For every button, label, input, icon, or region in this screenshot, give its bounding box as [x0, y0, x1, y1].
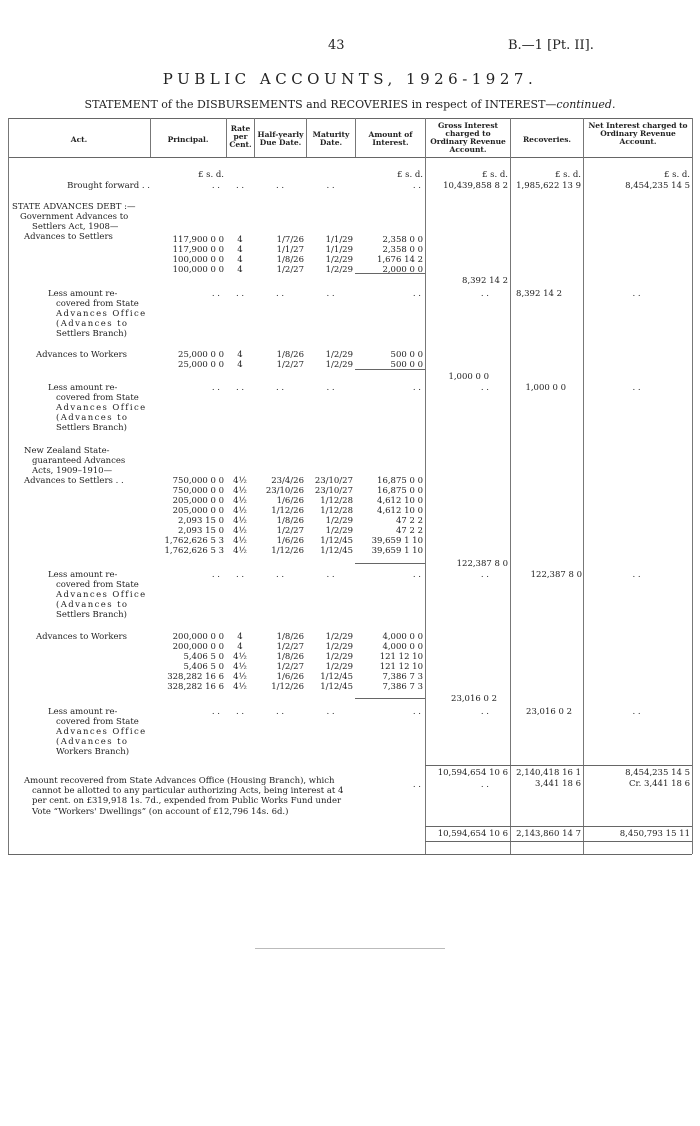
- table-cell-principal: 2,093 15 0: [178, 516, 224, 526]
- table-cell-amount: 16,875 0 0: [377, 486, 423, 496]
- page-title: PUBLIC ACCOUNTS, 1926-1927.: [162, 70, 538, 88]
- table-cell-principal: 750,000 0 0: [172, 486, 224, 496]
- table-cell-maturity: 1/1/29: [325, 245, 353, 255]
- dots: . .: [326, 570, 335, 580]
- table-cell-amount: 4,000 0 0: [382, 632, 423, 642]
- housing-recoveries: 3,441 18 6: [535, 779, 581, 789]
- table-cell-amount: 39,659 1 10: [371, 546, 423, 556]
- section-heading-line: Advances to Settlers: [24, 232, 113, 242]
- table-cell-maturity: 1/1/29: [325, 235, 353, 245]
- dots: . .: [235, 383, 245, 393]
- table-cell-principal: 200,000 0 0: [172, 642, 224, 652]
- gross-total-group1: 8,392 14 2: [462, 276, 508, 286]
- table-cell-principal: 1,762,626 5 3: [164, 546, 224, 556]
- group-label: Advances to Workers: [36, 632, 127, 642]
- totals-rule: [425, 765, 692, 766]
- dots: . .: [480, 780, 489, 790]
- less-recovered-line: Settlers Branch): [56, 423, 127, 433]
- table-cell-maturity: 1/2/29: [325, 516, 353, 526]
- table-cell-rate: 4: [237, 350, 243, 360]
- unit-recoveries: £ s. d.: [554, 170, 581, 180]
- bf-gross: 10,439,858 8 2: [443, 181, 508, 191]
- dots: . .: [326, 383, 335, 393]
- total1-gross: 10,594,654 10 6: [437, 768, 508, 778]
- table-cell-principal: 328,282 16 6: [167, 682, 224, 692]
- unit-principal: £ s. d.: [197, 170, 224, 180]
- table-cell-maturity: 1/12/45: [320, 682, 353, 692]
- table-cell-amount: 39,659 1 10: [371, 536, 423, 546]
- table-cell-half: 1/1/27: [276, 245, 304, 255]
- dots: . .: [275, 383, 285, 393]
- footer-rule: [255, 948, 445, 949]
- less-recovered-line: Less amount re-: [48, 289, 118, 299]
- table-cell-principal: 5,406 5 0: [183, 662, 224, 672]
- section-heading-line: Settlers Act, 1908—: [32, 222, 119, 232]
- header-rate: Rate per Cent.: [229, 124, 252, 149]
- group-label: Advances to Workers: [36, 350, 127, 360]
- less-recovered-line: (Advances to: [56, 413, 129, 423]
- less-recovered-line: covered from State: [56, 299, 139, 309]
- header-principal: Principal.: [167, 135, 209, 144]
- table-cell-half: 1/2/27: [276, 642, 304, 652]
- recovery-group1: 8,392 14 2: [516, 289, 562, 299]
- table-cell-rate: 4: [237, 265, 243, 275]
- nz-heading-line: Advances to Settlers . .: [24, 476, 124, 486]
- dots: . .: [211, 289, 220, 299]
- table-cell-half: 1/12/26: [271, 546, 304, 556]
- less-recovered-line: covered from State: [56, 393, 139, 403]
- less-recovered-line: Settlers Branch): [56, 329, 127, 339]
- nz-heading-line: guaranteed Advances: [32, 456, 126, 466]
- dots: . .: [412, 570, 421, 580]
- less-recovered-line: Advances Office: [56, 403, 147, 413]
- table-cell-principal: 205,000 0 0: [172, 496, 224, 506]
- less-recovered-line: Less amount re-: [48, 383, 118, 393]
- less-recovered-line: Advances Office: [56, 590, 147, 600]
- table-cell-half: 1/2/27: [276, 526, 304, 536]
- dots: . .: [480, 289, 489, 299]
- header-amount: Amount of Interest.: [368, 130, 413, 147]
- table-cell-principal: 117,900 0 0: [172, 245, 224, 255]
- dots: . .: [480, 707, 489, 717]
- table-cell-amount: 16,875 0 0: [377, 476, 423, 486]
- table-cell-maturity: 1/2/29: [325, 526, 353, 536]
- table-cell-maturity: 1/2/29: [325, 350, 353, 360]
- table-cell-rate: 4½: [233, 662, 247, 672]
- table-cell-rate: 4½: [233, 546, 247, 556]
- nz-heading-line: Acts, 1909–1910—: [32, 466, 113, 476]
- table-cell-half: 1/8/26: [276, 516, 304, 526]
- table-cell-amount: 47 2 2: [395, 526, 423, 536]
- table-cell-rate: 4½: [233, 506, 247, 516]
- dots: . .: [412, 289, 421, 299]
- unit-amount: £ s. d.: [396, 170, 423, 180]
- less-recovered-line: covered from State: [56, 580, 139, 590]
- subtotal-rule: [355, 563, 425, 564]
- bf-dots-amount: . .: [412, 181, 421, 191]
- table-top-rule: [8, 118, 692, 119]
- table-cell-half: 23/4/26: [271, 476, 304, 486]
- table-cell-rate: 4½: [233, 536, 247, 546]
- less-recovered-line: Workers Branch): [56, 747, 130, 757]
- col-sep-recoveries: [510, 118, 511, 854]
- header-gross: Gross Interest charged to Ordinary Revenue Account.: [430, 121, 506, 154]
- subtotal-rule: [355, 698, 425, 699]
- dots: . .: [632, 707, 641, 717]
- bf-recoveries: 1,985,622 13 9: [516, 181, 581, 191]
- table-cell-principal: 100,000 0 0: [172, 255, 224, 265]
- total2-recoveries: 2,143,860 14 7: [516, 829, 581, 839]
- table-cell-amount: 4,612 10 0: [377, 506, 423, 516]
- table-cell-amount: 4,000 0 0: [382, 642, 423, 652]
- table-cell-principal: 205,000 0 0: [172, 506, 224, 516]
- header-half-yearly: Half-yearly Due Date.: [257, 130, 304, 147]
- less-recovered-line: Less amount re-: [48, 707, 118, 717]
- dots: . .: [412, 780, 421, 790]
- table-cell-maturity: 1/2/29: [325, 265, 353, 275]
- table-cell-maturity: 1/2/29: [325, 652, 353, 662]
- total2-gross: 10,594,654 10 6: [437, 829, 508, 839]
- table-bottom-rule: [8, 854, 692, 855]
- dots: . .: [211, 707, 220, 717]
- unit-net: £ s. d.: [663, 170, 690, 180]
- dots: . .: [326, 289, 335, 299]
- less-recovered-line: Less amount re-: [48, 570, 118, 580]
- table-cell-half: 1/8/26: [276, 255, 304, 265]
- table-cell-rate: 4½: [233, 652, 247, 662]
- table-cell-rate: 4½: [233, 486, 247, 496]
- subtitle-continued: continued.: [556, 98, 616, 111]
- header-recoveries: Recoveries.: [522, 135, 572, 144]
- dots: . .: [412, 707, 421, 717]
- section-heading-line: Government Advances to: [20, 212, 129, 222]
- table-cell-half: 1/8/26: [276, 652, 304, 662]
- dots: . .: [235, 289, 245, 299]
- table-cell-maturity: 23/10/27: [314, 486, 353, 496]
- table-cell-maturity: 1/2/29: [325, 255, 353, 265]
- header-bottom-rule: [8, 157, 692, 158]
- header-net: Net Interest charged to Ordinary Revenue Account.: [588, 121, 688, 146]
- table-cell-amount: 2,000 0 0: [382, 265, 423, 275]
- less-recovered-line: Settlers Branch): [56, 610, 127, 620]
- table-cell-half: 1/6/26: [276, 536, 304, 546]
- header-maturity: Maturity Date.: [312, 130, 350, 147]
- col-sep-net: [583, 118, 584, 854]
- table-cell-rate: 4½: [233, 476, 247, 486]
- gross-total-group3: 122,387 8 0: [456, 559, 508, 569]
- table-cell-rate: 4: [237, 360, 243, 370]
- document-reference: B.—1 [Pt. II].: [508, 38, 594, 53]
- section-heading-line: STATE ADVANCES DEBT :—: [12, 202, 136, 212]
- table-cell-principal: 117,900 0 0: [172, 235, 224, 245]
- table-cell-maturity: 1/12/45: [320, 672, 353, 682]
- table-cell-maturity: 1/2/29: [325, 360, 353, 370]
- dots: . .: [211, 383, 220, 393]
- gross-total-group2: 1,000 0 0: [448, 372, 489, 382]
- table-cell-principal: 750,000 0 0: [172, 476, 224, 486]
- table-cell-amount: 47 2 2: [395, 516, 423, 526]
- table-cell-amount: 2,358 0 0: [382, 235, 423, 245]
- table-cell-principal: 25,000 0 0: [178, 360, 224, 370]
- table-cell-half: 1/6/26: [276, 672, 304, 682]
- table-cell-half: 1/12/26: [271, 506, 304, 516]
- table-cell-rate: 4: [237, 245, 243, 255]
- dots: . .: [632, 570, 641, 580]
- final-totals-rule: [425, 826, 692, 827]
- nz-heading-line: New Zealand State-: [24, 446, 110, 456]
- table-cell-half: 1/2/27: [276, 360, 304, 370]
- table-cell-principal: 200,000 0 0: [172, 632, 224, 642]
- table-cell-amount: 2,358 0 0: [382, 245, 423, 255]
- bf-dots-half: . .: [275, 181, 285, 191]
- dots: . .: [235, 707, 245, 717]
- table-left-rule: [8, 118, 9, 854]
- less-recovered-line: (Advances to: [56, 737, 129, 747]
- table-cell-principal: 2,093 15 0: [178, 526, 224, 536]
- less-recovered-line: Advances Office: [56, 727, 147, 737]
- less-recovered-line: Advances Office: [56, 309, 147, 319]
- table-cell-half: 1/8/26: [276, 350, 304, 360]
- table-cell-principal: 25,000 0 0: [178, 350, 224, 360]
- table-cell-maturity: 1/12/28: [320, 506, 353, 516]
- table-cell-amount: 1,676 14 2: [377, 255, 423, 265]
- table-cell-amount: 7,386 7 3: [382, 672, 423, 682]
- less-recovered-line: (Advances to: [56, 319, 129, 329]
- bf-net: 8,454,235 14 5: [625, 181, 690, 191]
- table-cell-amount: 121 12 10: [379, 652, 423, 662]
- less-recovered-line: covered from State: [56, 717, 139, 727]
- table-cell-amount: 500 0 0: [390, 360, 423, 370]
- table-cell-amount: 121 12 10: [379, 662, 423, 672]
- table-cell-maturity: 1/2/29: [325, 642, 353, 652]
- table-cell-half: 1/7/26: [276, 235, 304, 245]
- table-cell-half: 1/2/27: [276, 662, 304, 672]
- header-act: Act.: [70, 135, 88, 144]
- housing-note: Amount recovered from State Advances Office (Housing Branch), which cannot be allotted to any particular authorizing Acts, being interest at 4 per cent. on £319,918 1s. 7d., expended from Public Works Fund under Vote “Workers' Dwellings” (on account of £12,796 14s. 6d.): [24, 776, 344, 817]
- table-cell-half: 1/8/26: [276, 632, 304, 642]
- table-cell-maturity: 1/12/45: [320, 536, 353, 546]
- less-recovered-line: (Advances to: [56, 600, 129, 610]
- table-cell-rate: 4: [237, 632, 243, 642]
- recovery-group3: 122,387 8 0: [530, 570, 582, 580]
- table-cell-rate: 4½: [233, 672, 247, 682]
- table-cell-rate: 4½: [233, 496, 247, 506]
- bf-dots-rate: . .: [235, 181, 245, 191]
- subtitle-main: STATEMENT of the DISBURSEMENTS and RECOVERIES in respect of INTEREST—: [84, 98, 557, 111]
- table-cell-maturity: 1/12/45: [320, 546, 353, 556]
- dots: . .: [632, 383, 641, 393]
- gross-total-group4: 23,016 0 2: [451, 694, 497, 704]
- table-cell-rate: 4: [237, 255, 243, 265]
- dots: . .: [480, 383, 489, 393]
- table-cell-half: 1/12/26: [271, 682, 304, 692]
- dots: . .: [275, 570, 285, 580]
- housing-net: Cr. 3,441 18 6: [629, 779, 690, 789]
- total1-recoveries: 2,140,418 16 1: [516, 768, 581, 778]
- dots: . .: [480, 570, 489, 580]
- dots: . .: [412, 383, 421, 393]
- table-cell-maturity: 1/12/28: [320, 496, 353, 506]
- table-cell-principal: 100,000 0 0: [172, 265, 224, 275]
- table-cell-principal: 1,762,626 5 3: [164, 536, 224, 546]
- double-rule: [425, 841, 692, 842]
- table-cell-maturity: 23/10/27: [314, 476, 353, 486]
- dots: . .: [326, 707, 335, 717]
- table-cell-maturity: 1/2/29: [325, 662, 353, 672]
- table-cell-rate: 4½: [233, 516, 247, 526]
- table-cell-rate: 4: [237, 642, 243, 652]
- table-cell-half: 23/10/26: [265, 486, 304, 496]
- subtotal-rule: [355, 369, 425, 370]
- page-number: 43: [328, 38, 345, 53]
- dots: . .: [275, 289, 285, 299]
- statement-subtitle: [0, 98, 700, 111]
- subtotal-rule: [355, 273, 425, 274]
- recovery-group2: 1,000 0 0: [525, 383, 566, 393]
- col-sep-gross: [425, 118, 426, 854]
- dots: . .: [632, 289, 641, 299]
- table-cell-rate: 4½: [233, 526, 247, 536]
- brought-forward-label: Brought forward . .: [67, 181, 150, 191]
- dots: . .: [211, 570, 220, 580]
- table-cell-amount: 7,386 7 3: [382, 682, 423, 692]
- table-cell-half: 1/2/27: [276, 265, 304, 275]
- total1-net: 8,454,235 14 5: [625, 768, 690, 778]
- table-cell-half: 1/6/26: [276, 496, 304, 506]
- dots: . .: [235, 570, 245, 580]
- total2-net: 8,450,793 15 11: [619, 829, 690, 839]
- table-right-rule: [692, 118, 693, 854]
- table-cell-amount: 500 0 0: [390, 350, 423, 360]
- bf-dots-principal: . .: [211, 181, 220, 191]
- dots: . .: [275, 707, 285, 717]
- table-cell-maturity: 1/2/29: [325, 632, 353, 642]
- table-cell-rate: 4: [237, 235, 243, 245]
- table-cell-principal: 328,282 16 6: [167, 672, 224, 682]
- recovery-group4: 23,016 0 2: [526, 707, 572, 717]
- table-cell-rate: 4½: [233, 682, 247, 692]
- table-cell-amount: 4,612 10 0: [377, 496, 423, 506]
- table-cell-principal: 5,406 5 0: [183, 652, 224, 662]
- unit-gross: £ s. d.: [481, 170, 508, 180]
- bf-dots-maturity: . .: [326, 181, 335, 191]
